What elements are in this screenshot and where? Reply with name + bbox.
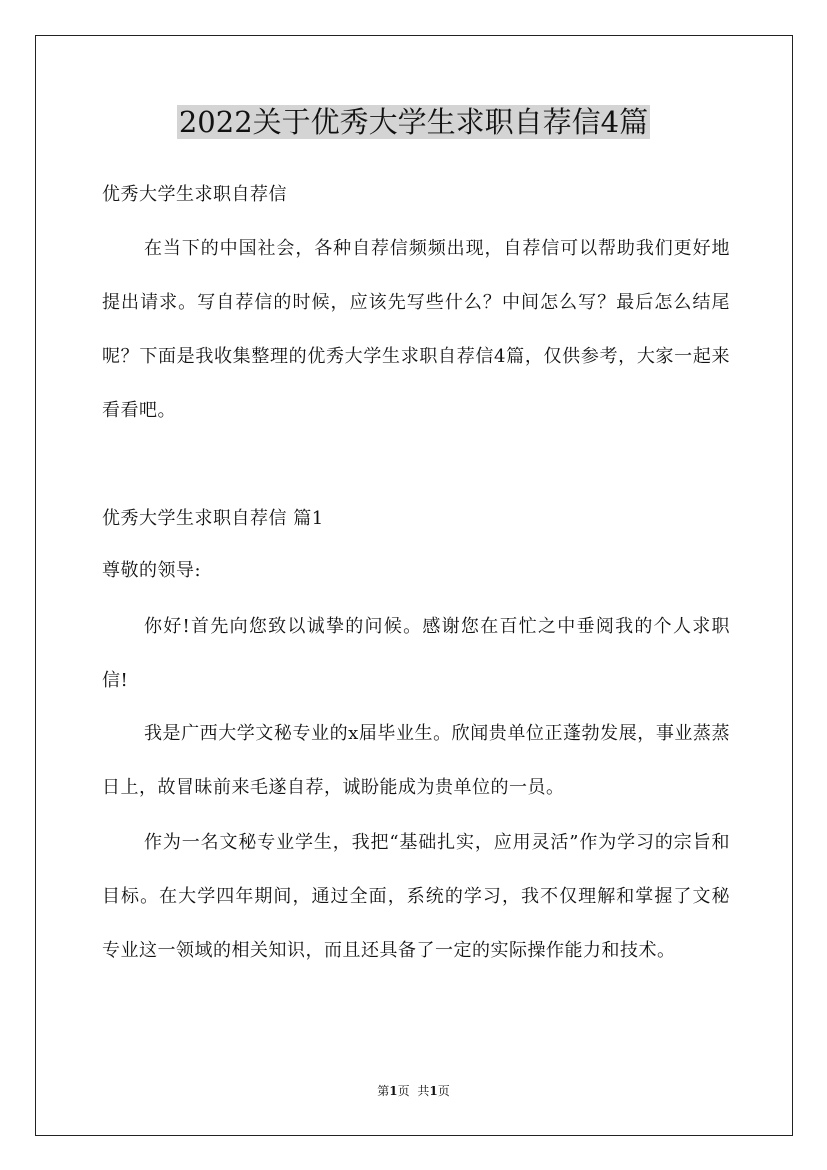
footer-total-suffix: 页 <box>437 1084 450 1098</box>
document-title <box>0 102 827 142</box>
footer-page-prefix: 第 <box>377 1084 390 1098</box>
document-title-text: 2022关于优秀大学生求职自荐信4篇 <box>178 105 649 139</box>
subtitle: 优秀大学生求职自荐信 <box>102 184 287 205</box>
body-paragraph-2: 我是广西大学文秘专业的x届毕业生。欣闻贵单位正蓬勃发展，事业蒸蒸日上，故冒昧前来毛遂自荐，诚盼能成为贵单位的一员。 <box>102 723 730 798</box>
footer-total-prefix: 共 <box>417 1084 430 1098</box>
page-footer <box>0 1083 827 1099</box>
intro-paragraph: 在当下的中国社会，各种自荐信频频出现，自荐信可以帮助我们更好地提出请求。写自荐信的时候，应该先写些什么？中间怎么写？最后怎么结尾呢？下面是我收集整理的优秀大学生求职自荐信4篇，仅供参考，大家一起来看看吧。 <box>102 238 730 421</box>
footer-page-number: 1 <box>389 1084 398 1098</box>
footer-page-suffix: 页 <box>397 1084 410 1098</box>
body-paragraph-1: 你好!首先向您致以诚挚的问候。感谢您在百忙之中垂阅我的个人求职信! <box>102 616 730 691</box>
body-paragraph-3: 作为一名文秘专业学生，我把“基础扎实，应用灵活”作为学习的宗旨和目标。在大学四年期间，通过全面，系统的学习，我不仅理解和掌握了文秘专业这一领域的相关知识，而且还具备了一定的实际操作能力和技术。 <box>102 832 730 961</box>
section-heading: 优秀大学生求职自荐信 篇1 <box>102 508 324 529</box>
footer-total-number: 1 <box>429 1084 438 1098</box>
salutation: 尊敬的领导: <box>102 560 202 581</box>
